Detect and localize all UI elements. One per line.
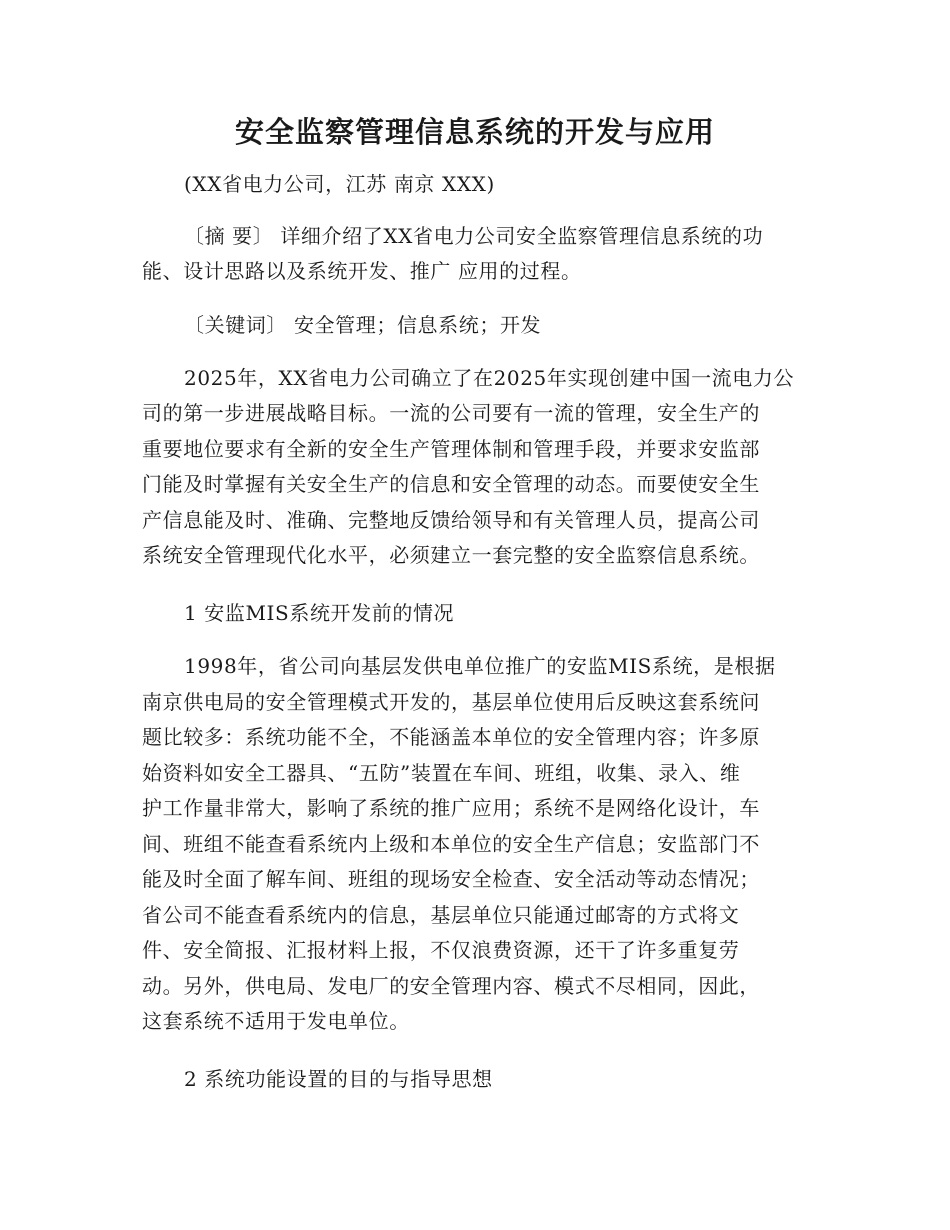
paragraph-line: 件、安全简报、汇报材料上报，不仅浪费资源，还干了许多重复劳 xyxy=(142,938,740,962)
author-affiliation: (XX省电力公司，江苏 南京 XXX) xyxy=(184,172,495,196)
paragraph-line: 司的第一步进展战略目标。一流的公司要有一流的管理，安全生产的 xyxy=(142,401,760,425)
paragraph-line: 门能及时掌握有关安全生产的信息和安全管理的动态。而要使安全生 xyxy=(142,472,760,496)
section-heading: 1 安监MIS系统开发前的情况 xyxy=(184,601,455,625)
paragraph-line: 南京供电局的安全管理模式开发的，基层单位使用后反映这套系统问 xyxy=(142,690,760,714)
abstract-line: 能、设计思路以及系统开发、推广 应用的过程。 xyxy=(142,259,582,283)
paragraph-line: 动。另外，供电局、发电厂的安全管理内容、模式不尽相同，因此， xyxy=(142,974,760,998)
paragraph-line: 1998年，省公司向基层发供电单位推广的安监MIS系统，是根据 xyxy=(184,654,776,678)
paragraph-line: 这套系统不适用于发电单位。 xyxy=(142,1009,410,1033)
paragraph-line: 能及时全面了解车间、班组的现场安全检查、安全活动等动态情况； xyxy=(142,867,760,891)
document-title: 安全监察管理信息系统的开发与应用 xyxy=(234,115,715,149)
paragraph-line: 题比较多：系统功能不全，不能涵盖本单位的安全管理内容；许多原 xyxy=(142,725,760,749)
paragraph-line: 间、班组不能查看系统内上级和本单位的安全生产信息；安监部门不 xyxy=(142,832,760,856)
paragraph-line: 护工作量非常大，影响了系统的推广应用；系统不是网络化设计，车 xyxy=(142,796,760,820)
paragraph-line: 2025年，XX省电力公司确立了在2025年实现创建中国一流电力公 xyxy=(184,366,795,390)
paragraph-line: 始资料如安全工器具、“五防”装置在车间、班组，收集、录入、维 xyxy=(142,761,741,785)
paragraph-line: 省公司不能查看系统内的信息，基层单位只能通过邮寄的方式将文 xyxy=(142,903,740,927)
paragraph-line: 重要地位要求有全新的安全生产管理体制和管理手段，并要求安监部 xyxy=(142,437,760,461)
section-heading: 2 系统功能设置的目的与指导思想 xyxy=(184,1067,493,1091)
abstract-line: 〔摘 要〕 详细介绍了XX省电力公司安全监察管理信息系统的功 xyxy=(184,224,764,248)
keywords-line: 〔关键词〕 安全管理；信息系统；开发 xyxy=(184,313,542,337)
paragraph-line: 产信息能及时、准确、完整地反馈给领导和有关管理人员，提高公司 xyxy=(142,508,760,532)
paragraph-line: 系统安全管理现代化水平，必须建立一套完整的安全监察信息系统。 xyxy=(142,543,760,567)
